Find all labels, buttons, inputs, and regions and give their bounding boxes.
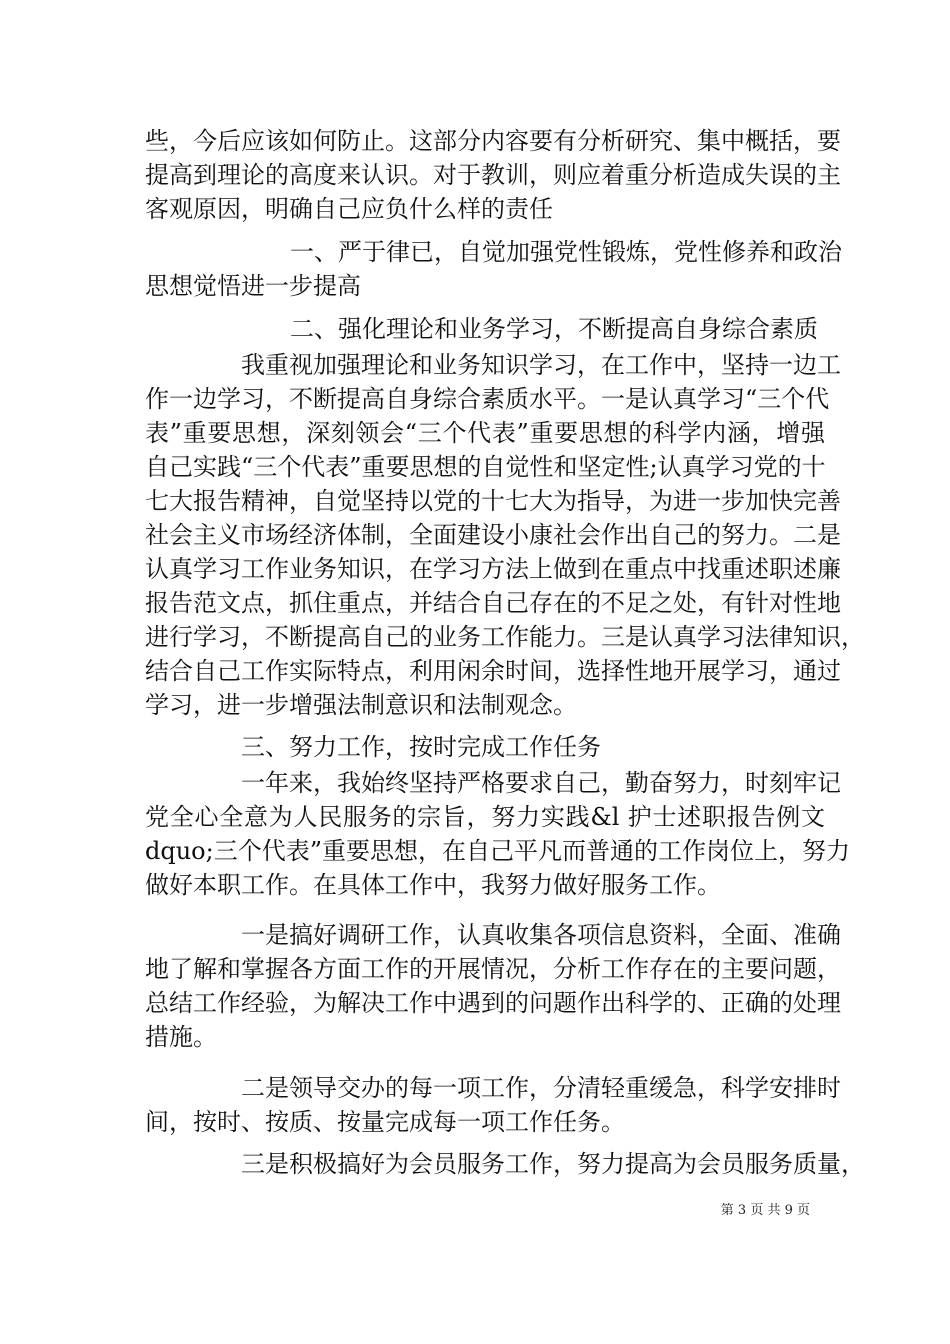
section-heading: 三、努力工作，按时完成工作任务 xyxy=(241,733,601,761)
text-line: 二是领导交办的每一项工作，分清轻重缓急，科学安排时 xyxy=(241,1074,841,1102)
text-line: 我重视加强理论和业务知识学习，在工作中，坚持一边工 xyxy=(241,351,841,379)
text-line: 认真学习工作业务知识，在学习方法上做到在重点中找重述职述廉 xyxy=(145,555,841,583)
text-line: 表”重要思想，深刻领会“三个代表”重要思想的科学内涵，增强 xyxy=(145,419,825,447)
section-heading-continued: 思想觉悟进一步提高 xyxy=(145,272,361,300)
text-line: 报告范文点，抓住重点，并结合自己存在的不足之处，有针对性地 xyxy=(145,589,841,617)
text-line: 提高到理论的高度来认识。对于教训，则应着重分析造成失误的主 xyxy=(145,161,841,189)
text-line: 党全心全意为人民服务的宗旨，努力实践&l 护士述职报告例文 xyxy=(145,803,825,831)
text-line: dquo;三个代表”重要思想，在自己平凡而普通的工作岗位上，努力 xyxy=(145,837,850,865)
text-line: 措施。 xyxy=(145,1023,217,1051)
text-line: 做好本职工作。在具体工作中，我努力做好服务工作。 xyxy=(145,871,721,899)
text-line: 学习，进一步增强法制意识和法制观念。 xyxy=(145,691,577,719)
text-line: 总结工作经验，为解决工作中遇到的问题作出科学的、正确的处理 xyxy=(145,989,841,1017)
page-number: 第 3 页 共 9 页 xyxy=(720,1203,810,1218)
text-line: 三是积极搞好为会员服务工作，努力提高为会员服务质量， xyxy=(241,1150,865,1178)
text-line: 自己实践“三个代表”重要思想的自觉性和坚定性;认真学习党的十 xyxy=(145,453,826,481)
text-line: 进行学习，不断提高自己的业务工作能力。三是认真学习法律知识， xyxy=(145,623,865,651)
text-line: 一年来，我始终坚持严格要求自己，勤奋努力，时刻牢记 xyxy=(241,769,841,797)
text-line: 地了解和掌握各方面工作的开展情况，分析工作存在的主要问题， xyxy=(145,955,841,983)
text-line: 作一边学习，不断提高自身综合素质水平。一是认真学习“三个代 xyxy=(145,385,830,413)
text-line: 七大报告精神，自觉坚持以党的十七大为指导，为进一步加快完善 xyxy=(145,487,841,515)
text-line: 结合自己工作实际特点，利用闲余时间，选择性地开展学习，通过 xyxy=(145,657,841,685)
text-line: 间，按时、按质、按量完成每一项工作任务。 xyxy=(145,1108,625,1136)
text-line: 社会主义市场经济体制，全面建设小康社会作出自己的努力。二是 xyxy=(145,521,841,549)
section-heading: 二、强化理论和业务学习，不断提高自身综合素质 xyxy=(290,315,818,343)
text-line: 客观原因，明确自己应负什么样的责任 xyxy=(145,195,553,223)
text-line: 一是搞好调研工作，认真收集各项信息资料，全面、准确 xyxy=(241,921,841,949)
text-line: 些，今后应该如何防止。这部分内容要有分析研究、集中概括，要 xyxy=(145,127,841,155)
section-heading: 一、严于律已，自觉加强党性锻炼，党性修养和政治 xyxy=(290,238,842,266)
